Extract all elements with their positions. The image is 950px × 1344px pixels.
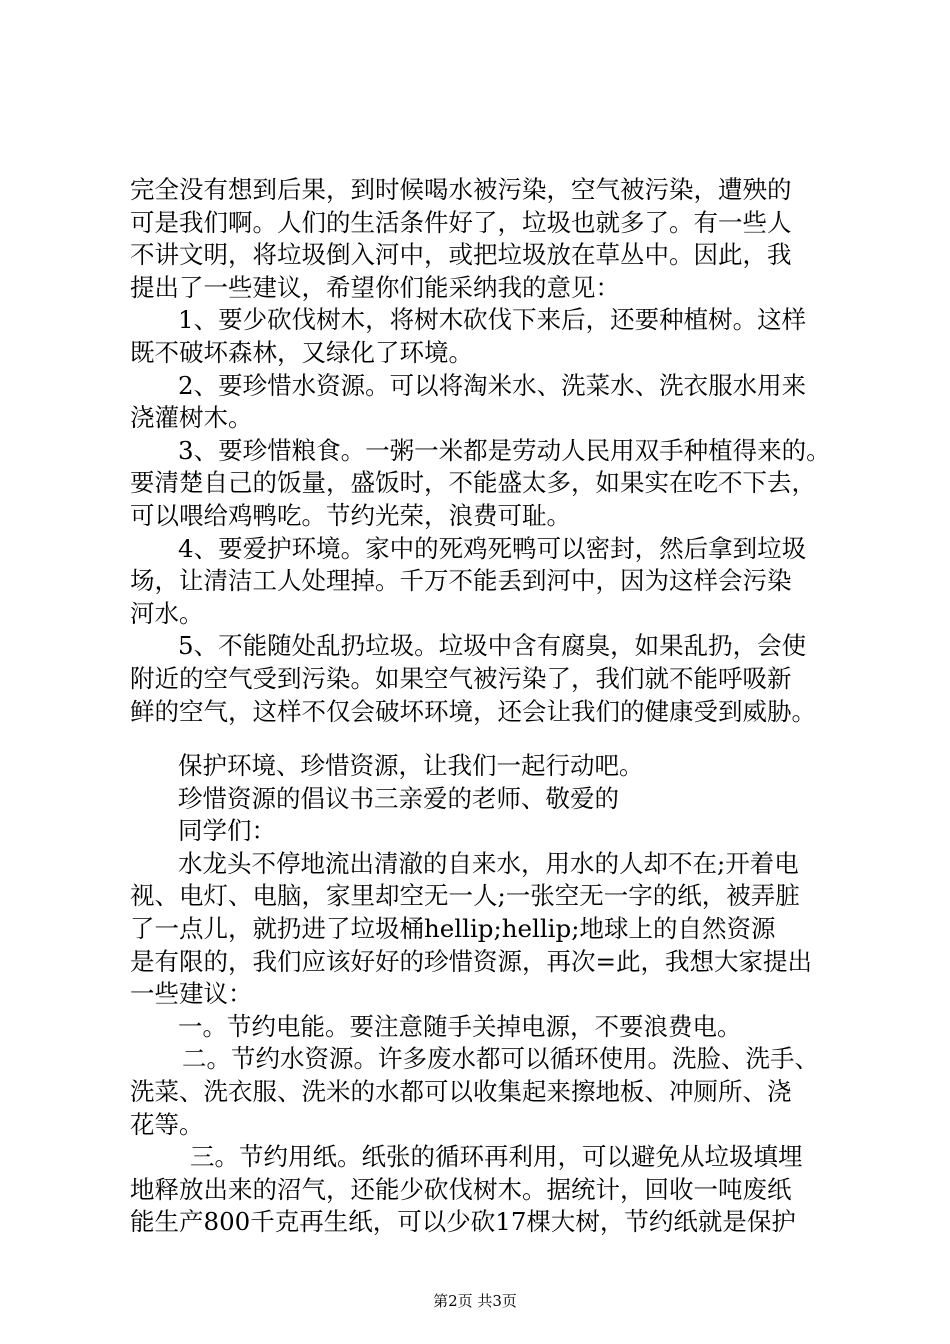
text-line: 鲜的空气，这样不仅会破坏环境，还会让我们的健康受到威胁。 (130, 696, 816, 726)
text-line: 要清楚自己的饭量，盛饭时，不能盛太多，如果实在吃不下去， (130, 468, 816, 498)
text-line: 浇灌树木。 (130, 403, 253, 433)
text-line: 了一点儿，就扔进了垃圾桶hellip;hellip;地球上的自然资源 (130, 914, 776, 944)
text-line: 2、要珍惜水资源。可以将淘米水、洗菜水、洗衣服水用来 (178, 370, 807, 400)
text-line: 4、要爱护环境。家中的死鸡死鸭可以密封，然后拿到垃圾 (178, 533, 807, 563)
text-line: 场，让清洁工人处理掉。千万不能丢到河中，因为这样会污染 (130, 566, 792, 596)
text-line: 提出了一些建议，希望你们能采纳我的意见： (130, 272, 620, 302)
text-line: 珍惜资源的倡议书三亲爱的老师、敬爱的 (178, 783, 619, 813)
text-line: 河水。 (130, 598, 204, 628)
document-body (130, 174, 840, 1239)
text-line: 视、电灯、电脑，家里却空无一人;一张空无一字的纸，被弄脏 (130, 881, 800, 911)
text-line: 1、要少砍伐树木，将树木砍伐下来后，还要种植树。这样 (178, 305, 807, 335)
text-line: 地释放出来的沼气，还能少砍伐树木。据统计，回收一吨废纸 (130, 1174, 792, 1204)
text-line: 三。节约用纸。纸张的循环再利用，可以避免从垃圾填埋 (190, 1142, 803, 1172)
text-line: 保护环境、珍惜资源，让我们一起行动吧。 (178, 751, 644, 781)
text-line: 同学们： (178, 816, 276, 846)
text-line: 洗菜、洗衣服、洗米的水都可以收集起来擦地板、冲厕所、浇 (130, 1077, 792, 1107)
text-line: 可以喂给鸡鸭吃。节约光荣，浪费可耻。 (130, 500, 571, 530)
page-number-footer: 第2页 共3页 (433, 1292, 517, 1310)
text-line: 水龙头不停地流出清澈的自来水，用水的人却不在;开着电 (178, 848, 799, 878)
text-line: 不讲文明，将垃圾倒入河中，或把垃圾放在草丛中。因此，我 (130, 240, 792, 270)
text-line: 是有限的，我们应该好好的珍惜资源，再次=此，我想大家提出 (130, 946, 813, 976)
text-line: 可是我们啊。人们的生活条件好了，垃圾也就多了。有一些人 (130, 207, 792, 237)
text-line: 能生产800千克再生纸，可以少砍17棵大树，节约纸就是保护 (130, 1207, 796, 1237)
text-line: 花等。 (130, 1109, 204, 1139)
text-line: 二。节约水资源。许多废水都可以循环使用。洗脸、洗手、 (182, 1044, 819, 1074)
text-line: 一。节约电能。要注意随手关掉电源，不要浪费电。 (178, 1011, 742, 1041)
text-line: 3、要珍惜粮食。一粥一米都是劳动人民用双手种植得来的。 (178, 435, 831, 465)
paragraph-gap (130, 728, 840, 750)
text-line: 完全没有想到后果，到时候喝水被污染，空气被污染，遭殃的 (130, 175, 792, 204)
text-line: 5、不能随处乱扔垃圾。垃圾中含有腐臭，如果乱扔，会使 (178, 631, 807, 661)
text-line: 附近的空气受到污染。如果空气被污染了，我们就不能呼吸新 (130, 663, 792, 693)
text-line: 一些建议： (130, 979, 253, 1009)
text-line: 既不破坏森林，又绿化了环境。 (130, 337, 473, 367)
